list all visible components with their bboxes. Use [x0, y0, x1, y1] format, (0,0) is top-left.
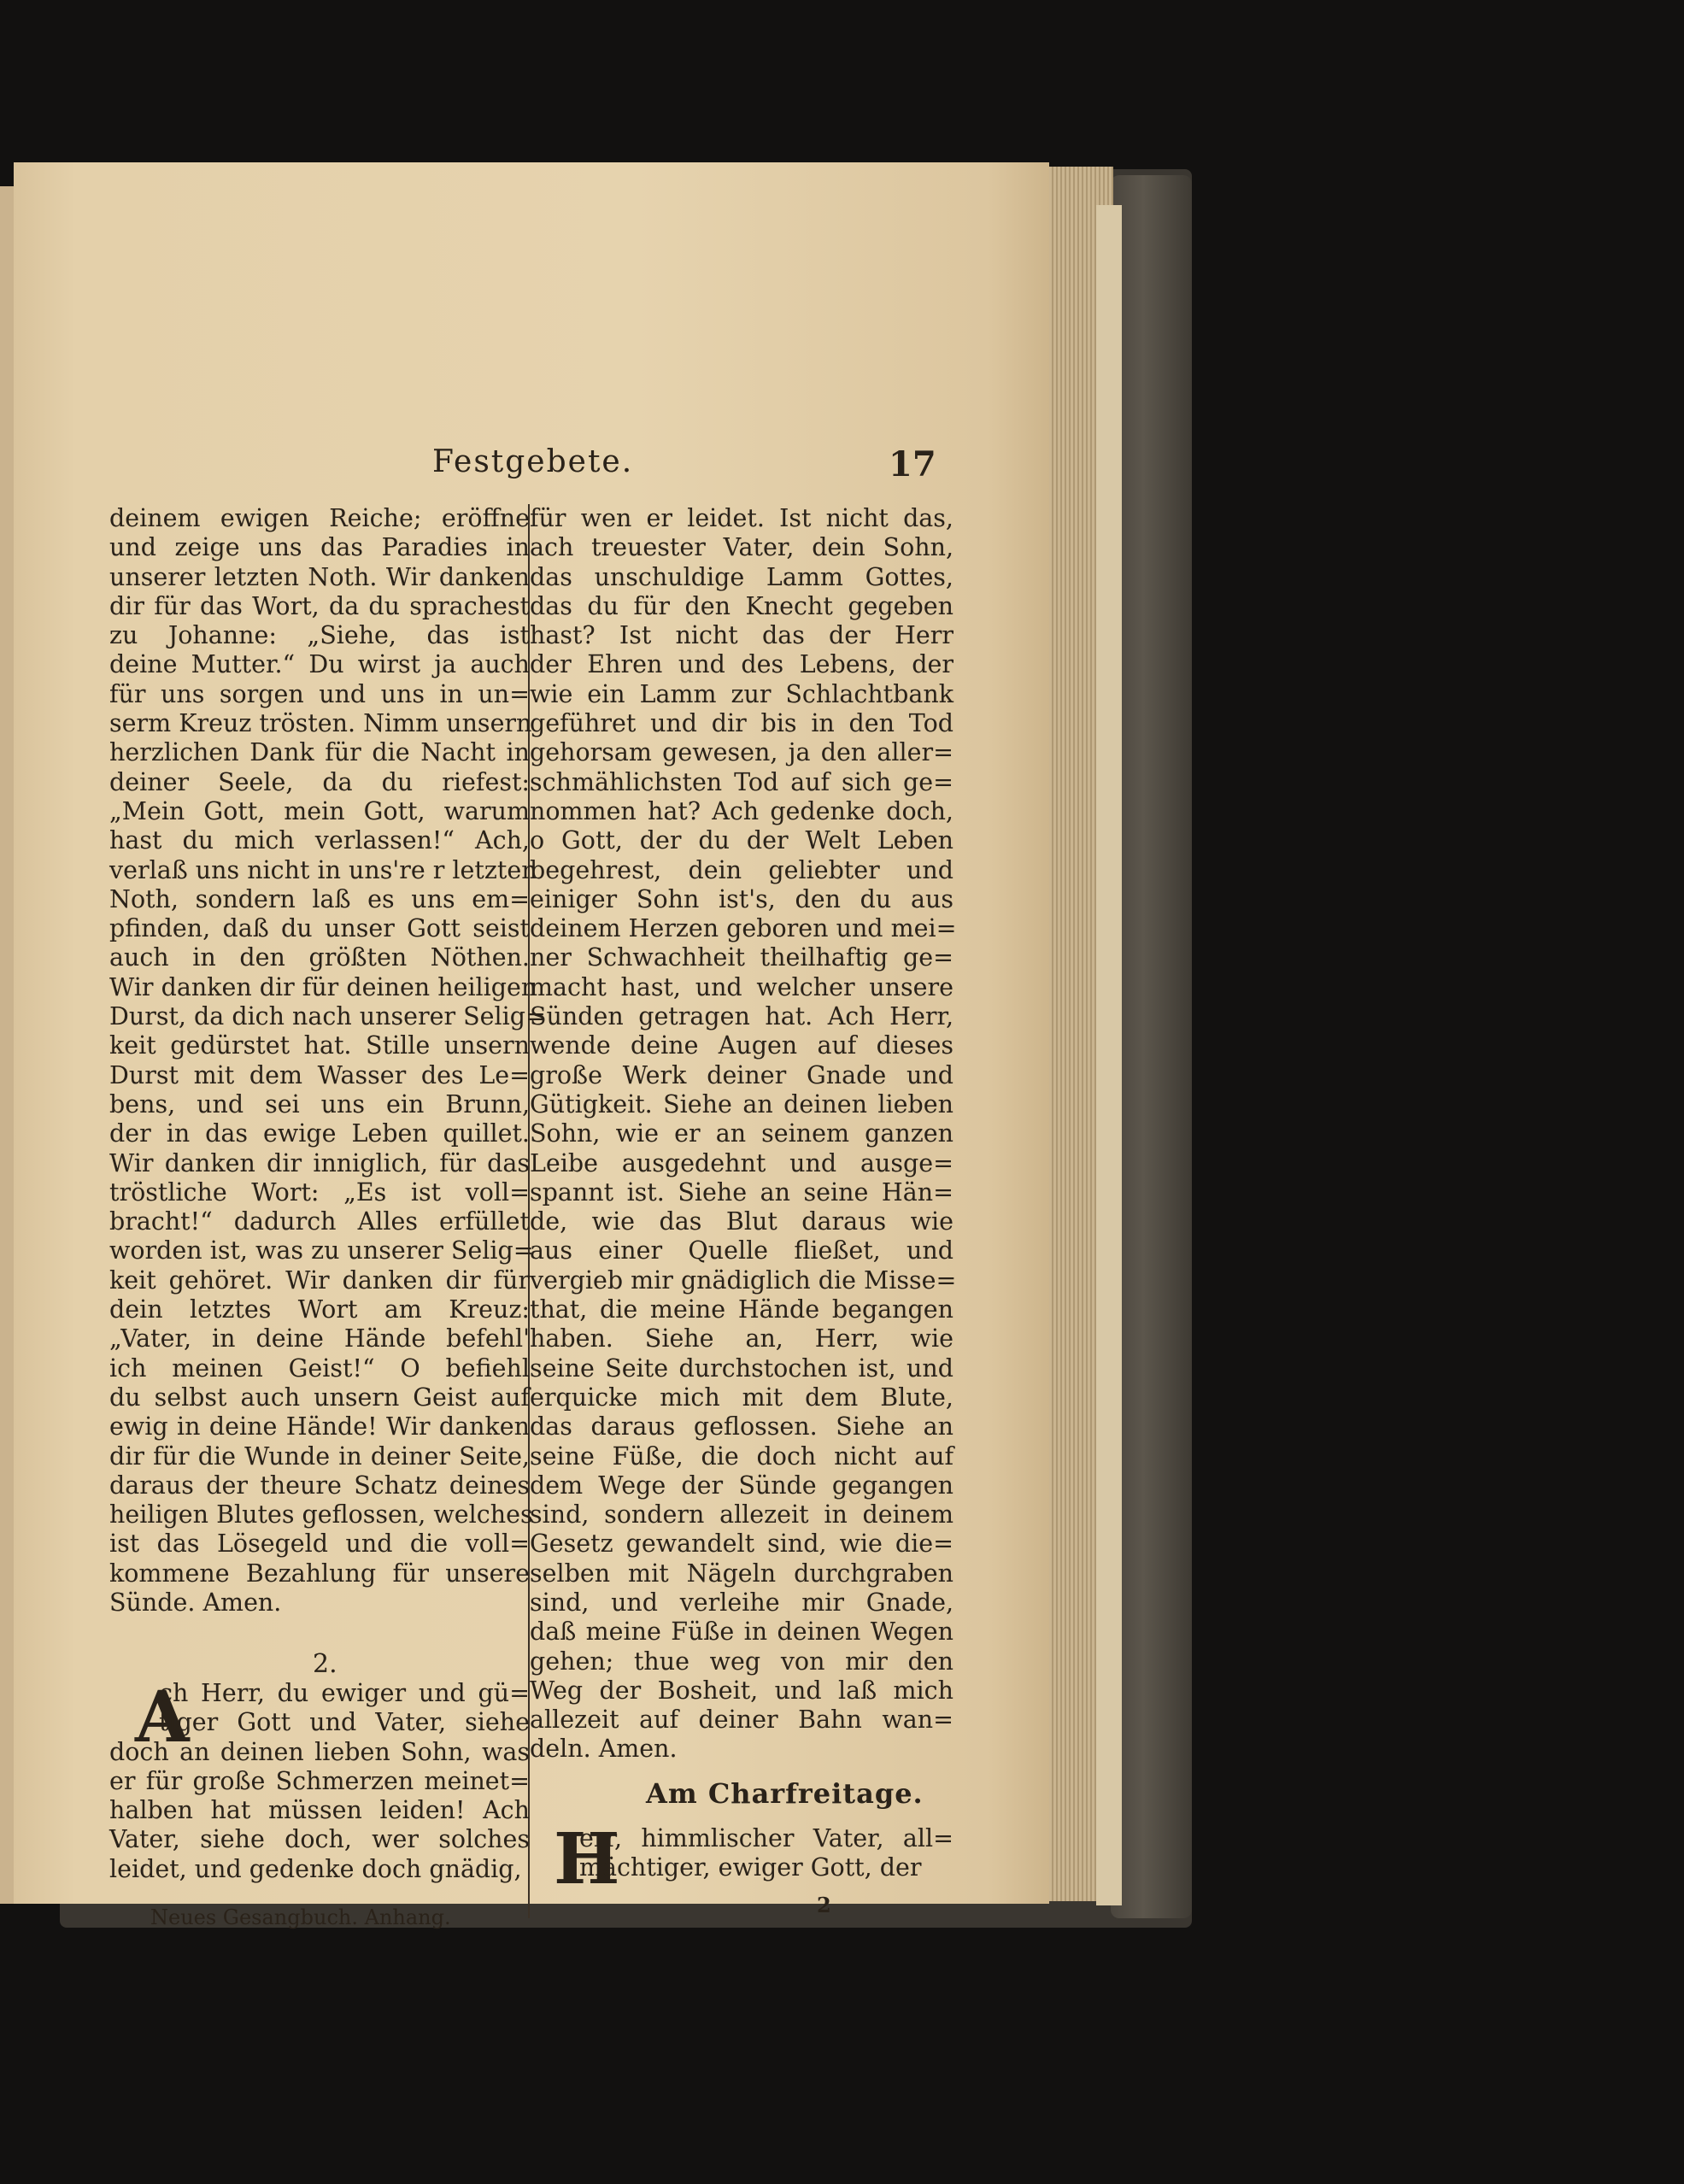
text-line: Wir danken dir für deinen heiligen — [109, 972, 537, 1001]
text-line: Sünde. Amen. — [109, 1588, 282, 1617]
text-line: große Werk deiner Gnade und — [530, 1060, 953, 1089]
text-line: das unschuldige Lamm Gottes, — [530, 562, 953, 591]
text-line: leidet, und gedenke doch gnädig, — [109, 1854, 522, 1883]
text-line: ich meinen Geist!“ O befiehl — [109, 1353, 530, 1383]
text-line: worden ist, was zu unserer Selig= — [109, 1236, 534, 1265]
text-line: Leibe ausgedehnt und ausge= — [530, 1148, 953, 1177]
text-line: Durst mit dem Wasser des Le= — [109, 1060, 530, 1089]
text-line: begehrest, dein geliebter und — [530, 855, 953, 884]
text-line: verlaß uns nicht in uns're r letzten — [109, 855, 537, 884]
text-line: Durst, da dich nach unserer Selig= — [109, 1002, 546, 1031]
page-footer: Neues Gesangbuch. Anhang. — [150, 1905, 451, 1929]
text-line: ach treuester Vater, dein Sohn, — [530, 533, 953, 562]
text-line: Weg der Bosheit, und laß mich — [530, 1676, 953, 1705]
text-line: vergieb mir gnädiglich die Misse= — [530, 1265, 957, 1295]
prayer-2-text — [109, 1676, 530, 1884]
text-line: seine Seite durchstochen ist, und — [530, 1353, 953, 1383]
text-line: ner Schwachheit theilhaftig ge= — [530, 943, 953, 972]
text-line: haben. Siehe an, Herr, wie — [530, 1324, 953, 1353]
text-line: gehen; thue weg von mir den — [530, 1647, 953, 1676]
text-line: bens, und sei uns ein Brunn, — [109, 1089, 530, 1118]
text-line: kommene Bezahlung für unsere — [109, 1559, 530, 1588]
text-line: nommen hat? Ach gedenke doch, — [530, 796, 953, 825]
text-line: spannt ist. Siehe an seine Hän= — [530, 1177, 953, 1206]
text-line: heiligen Blutes geflossen, welches — [109, 1500, 533, 1529]
charfreitag-prayer-text — [530, 1824, 953, 1883]
text-line: Vater, siehe doch, wer solches — [109, 1825, 530, 1854]
section-heading: Am Charfreitage. — [646, 1777, 924, 1810]
text-line: deiner Seele, da du riefest: — [109, 767, 530, 796]
text-line: o Gott, der du der Welt Leben — [530, 826, 953, 855]
text-line: das daraus geflossen. Siehe an — [530, 1412, 953, 1441]
facing-page-edge — [0, 186, 14, 1904]
text-line: wende deine Augen auf dieses — [530, 1031, 953, 1060]
text-line: seine Füße, die doch nicht auf — [530, 1441, 953, 1471]
text-line: gehorsam gewesen, ja den aller= — [530, 738, 953, 767]
text-line: unserer letzten Noth. Wir danken — [109, 562, 530, 591]
text-line: und zeige uns das Paradies in — [109, 533, 530, 562]
text-line: doch an deinen lieben Sohn, was — [109, 1737, 530, 1766]
text-line: keit gedürstet hat. Stille unsern — [109, 1031, 530, 1060]
section-number: 2. — [313, 1649, 337, 1679]
text-line: keit gehöret. Wir danken dir für — [109, 1265, 530, 1295]
text-line: für wen er leidet. Ist nicht das, — [530, 504, 953, 532]
text-line: dein letztes Wort am Kreuz: — [109, 1295, 530, 1324]
text-line: that, die meine Hände begangen — [530, 1295, 953, 1324]
inner-flyleaf — [1096, 205, 1122, 1905]
text-line: Noth, sondern laß es uns em= — [109, 884, 530, 913]
text-line: Wir danken dir inniglich, für das — [109, 1148, 530, 1177]
book-page — [14, 162, 1049, 1929]
text-line: err, himmlischer Vater, all= — [579, 1824, 953, 1852]
text-line: herzlichen Dank für die Nacht in — [109, 738, 530, 767]
text-line: daraus der theure Schatz deines — [109, 1471, 530, 1500]
text-line: deine Mutter.“ Du wirst ja auch — [109, 650, 530, 679]
text-line: de, wie das Blut daraus wie — [530, 1207, 953, 1236]
text-line: mächtiger, ewiger Gott, der — [579, 1853, 922, 1882]
text-line: der Ehren und des Lebens, der — [530, 650, 953, 679]
text-line: deinem ewigen Reiche; eröffne — [109, 504, 530, 532]
drop-cap: A — [135, 1676, 190, 1758]
text-line: aus einer Quelle fließet, und — [530, 1236, 953, 1265]
text-line: selben mit Nägeln durchgraben — [530, 1559, 953, 1588]
text-line: auch in den größten Nöthen. — [109, 943, 530, 972]
text-line: schmählichsten Tod auf sich ge= — [530, 767, 953, 796]
text-line: erquicke mich mit dem Blute, — [530, 1383, 953, 1412]
text-line: halben hat müssen leiden! Ach — [109, 1796, 530, 1825]
text-line: „Mein Gott, mein Gott, warum — [109, 796, 530, 825]
text-line: pfinden, daß du unser Gott seist — [109, 914, 530, 943]
text-line: Sünden getragen hat. Ach Herr, — [530, 1002, 953, 1031]
text-line: ist das Lösegeld und die voll= — [109, 1529, 530, 1559]
text-line: dir für das Wort, da du sprachest — [109, 591, 530, 620]
text-line: deln. Amen. — [530, 1735, 678, 1764]
text-line: Gesetz gewandelt sind, wie die= — [530, 1529, 953, 1559]
text-line: daß meine Füße in deinen Wegen — [530, 1617, 953, 1647]
text-line: allezeit auf deiner Bahn wan= — [530, 1706, 953, 1735]
text-line: ewig in deine Hände! Wir danken — [109, 1412, 530, 1441]
text-line: sind, und verleihe mir Gnade, — [530, 1588, 953, 1617]
text-line: „Vater, in deine Hände befehl' — [109, 1324, 530, 1353]
text-line: Gütigkeit. Siehe an deinen lieben — [530, 1089, 953, 1118]
text-line: hast du mich verlassen!“ Ach, — [109, 826, 530, 855]
text-line: zu Johanne: „Siehe, das ist — [109, 621, 530, 650]
text-line: bracht!“ dadurch Alles erfüllet — [109, 1207, 530, 1236]
text-line: wie ein Lamm zur Schlachtbank — [530, 679, 953, 708]
running-head: Festgebete. — [432, 444, 634, 479]
text-line: tröstliche Wort: „Es ist voll= — [109, 1177, 530, 1206]
text-line: macht hast, und welcher unsere — [530, 972, 953, 1001]
right-column — [530, 504, 957, 1764]
text-line: er für große Schmerzen meinet= — [109, 1766, 530, 1795]
drop-cap: H — [554, 1818, 620, 1900]
text-line: ch Herr, du ewiger und gü= — [159, 1679, 530, 1707]
text-line: deinem Herzen geboren und mei= — [530, 914, 957, 943]
text-line: geführet und dir bis in den Tod — [530, 709, 953, 738]
text-line: für uns sorgen und uns in un= — [109, 679, 530, 708]
page-number: 17 — [889, 444, 936, 484]
text-line: Sohn, wie er an seinem ganzen — [530, 1119, 953, 1148]
text-line: dir für die Wunde in deiner Seite, — [109, 1441, 530, 1471]
text-line: tiger Gott und Vater, siehe — [159, 1708, 530, 1737]
text-line: dem Wege der Sünde gegangen — [530, 1471, 953, 1500]
left-column — [109, 504, 546, 1617]
text-line: hast? Ist nicht das der Herr — [530, 621, 953, 650]
text-line: einiger Sohn ist's, den du aus — [530, 884, 953, 913]
text-line: sind, sondern allezeit in deinem — [530, 1500, 953, 1529]
signature-mark: 2 — [817, 1893, 831, 1917]
book-spine — [1111, 175, 1192, 1918]
text-line: der in das ewige Leben quillet. — [109, 1119, 530, 1148]
text-line: du selbst auch unsern Geist auf — [109, 1383, 530, 1412]
text-line: das du für den Knecht gegeben — [530, 591, 953, 620]
text-line: serm Kreuz trösten. Nimm unsern — [109, 709, 532, 738]
